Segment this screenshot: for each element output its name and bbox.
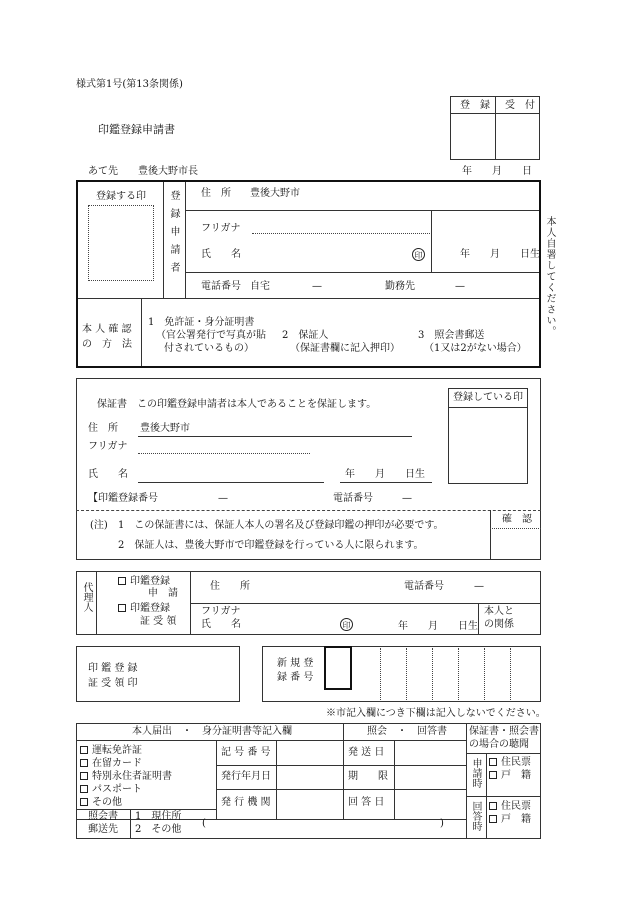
guarantor-phone-dash: —: [402, 493, 412, 504]
id-doc-passport[interactable]: [80, 785, 142, 795]
applicant-seal-icon: 印: [412, 248, 425, 261]
doc-field-issue-date: 発行年月日: [221, 771, 271, 782]
residence-card-label: 在留カード: [92, 758, 142, 769]
receipt-seal-label-2: 証 受 領 印: [88, 678, 138, 689]
identity-option-2[interactable]: 2 保証人: [282, 330, 329, 341]
guarantor-seal-number-label: 【印鑑登録番号: [88, 493, 158, 504]
mail-to-paren-close: ): [440, 818, 444, 829]
agent-apply-label-2: 申 請: [148, 588, 178, 599]
agent-furigana-label: フリガナ: [201, 606, 241, 617]
mail-to-current-address[interactable]: 1 現住所: [135, 811, 182, 822]
application-date: 年 月 日: [462, 166, 532, 177]
seal-to-register-area[interactable]: [88, 205, 154, 281]
hearing-answer-family-checkbox[interactable]: [489, 815, 497, 823]
id-doc-special-permanent[interactable]: [80, 772, 172, 782]
answer-time-label: 回答時: [470, 801, 481, 831]
special-permanent-checkbox[interactable]: [80, 772, 88, 780]
applicant-phone-home-label: 自宅: [250, 281, 270, 292]
form-title: 印鑑登録申請書: [98, 123, 175, 136]
inquiry-field-deadline: 期 限: [348, 771, 388, 782]
agent-receive-label: 印鑑登録: [130, 603, 170, 614]
doc-field-number: 記 号 番 号: [221, 747, 271, 758]
hearing-answer-family-label: 戸 籍: [501, 814, 531, 825]
hearing-header-2: の場合の聴聞: [469, 739, 529, 750]
receipt-seal-label-1: 印 鑑 登 録: [88, 663, 138, 674]
mail-to-label-2: 郵送先: [88, 824, 118, 835]
identity-option-2-note: （保証書欄に記入押印）: [290, 343, 400, 354]
inquiry-field-answered: 回 答 日: [348, 797, 385, 808]
hearing-answer-resident[interactable]: [489, 802, 531, 812]
agent-address-label: 住 所: [210, 581, 250, 592]
residence-card-checkbox[interactable]: [80, 759, 88, 767]
agent-receive-label-2: 証 受 領: [140, 616, 177, 627]
guarantor-furigana-label: フリガナ: [88, 441, 128, 452]
identity-method-label-2: の 方 法: [82, 339, 132, 350]
registered-seal-label: 登録している印: [453, 392, 523, 403]
other-checkbox[interactable]: [80, 798, 88, 806]
mail-to-other[interactable]: 2 その他: [135, 824, 182, 835]
guarantor-seal-number-dash: —: [218, 493, 228, 504]
doc-field-issuer: 発 行 機 関: [221, 797, 271, 808]
applicant-address-label: 住 所: [201, 188, 231, 199]
agent-apply-checkbox[interactable]: [118, 577, 126, 585]
apply-time-label: 申請時: [470, 758, 481, 788]
agent-relation-label-1: 本人と: [484, 606, 514, 617]
applicant-birth-date[interactable]: 年 月 日生: [460, 249, 540, 260]
guarantee-statement: 保証書 この印鑑登録申請者は本人であることを保証します。: [97, 399, 377, 410]
hearing-apply-family-checkbox[interactable]: [489, 771, 497, 779]
mail-to-label-1: 照会書: [88, 811, 118, 822]
office-use-note: ※市記入欄につき下欄は記入しないでください。: [326, 708, 546, 719]
guarantor-address-label: 住 所: [88, 423, 118, 434]
agent-relation-label-2: の関係: [484, 619, 514, 630]
form-number: 様式第1号(第13条関係): [76, 79, 183, 90]
id-doc-other[interactable]: [80, 798, 122, 808]
applicant-phone-home-dash: —: [312, 281, 322, 292]
hearing-header-1: 保証書・照会書: [469, 726, 539, 737]
id-doc-license[interactable]: [80, 746, 142, 756]
license-label: 運転免許証: [92, 745, 142, 756]
mail-to-paren-open: (: [202, 818, 206, 829]
self-sign-note: 本人自署してください。: [544, 216, 555, 337]
hearing-apply-resident-label: 住民票: [501, 757, 531, 768]
hearing-apply-family-label: 戸 籍: [501, 770, 531, 781]
seal-to-register-label: 登録する印: [96, 191, 146, 202]
other-label: その他: [92, 797, 122, 808]
inquiry-header: 照会 ・ 回答書: [367, 726, 447, 737]
identity-option-1[interactable]: 1 免許証・身分証明書: [148, 317, 255, 328]
inquiry-field-sent: 発 送 日: [348, 747, 385, 758]
agent-option-receive[interactable]: [118, 604, 170, 614]
passport-checkbox[interactable]: [80, 785, 88, 793]
agent-phone-label: 電話番号: [404, 581, 444, 592]
id-doc-residence-card[interactable]: [80, 759, 142, 769]
agent-birth-date[interactable]: 年 月 日生: [398, 621, 478, 632]
hearing-answer-resident-label: 住民票: [501, 801, 531, 812]
note-prefix: (注): [90, 520, 108, 531]
applicant-address[interactable]: 豊後大野市: [250, 188, 300, 199]
applicant-phone-work-dash: —: [455, 281, 465, 292]
identity-option-1-note-b: 付されているもの）: [164, 343, 254, 354]
identity-option-3-note: （1又は2がない場合）: [424, 343, 527, 354]
agent-receive-checkbox[interactable]: [118, 604, 126, 612]
applicant-name-field[interactable]: [252, 244, 402, 262]
reception-label-accept: 受 付: [505, 100, 535, 111]
applicant-side-label: 登録申請者: [168, 190, 179, 280]
reception-label-register: 登 録: [460, 100, 490, 111]
hearing-apply-family[interactable]: [489, 771, 531, 781]
id-docs-header: 本人届出 ・ 身分証明書等記入欄: [132, 726, 292, 737]
agent-name-label: 氏 名: [201, 619, 241, 630]
guarantor-address[interactable]: 豊後大野市: [140, 423, 190, 434]
identity-method-label-1: 本 人 確 認: [82, 324, 132, 335]
agent-phone-dash: —: [474, 581, 484, 592]
confirm-label: 確 認: [502, 514, 532, 525]
hearing-apply-resident[interactable]: [489, 758, 531, 768]
hearing-apply-resident-checkbox[interactable]: [489, 758, 497, 766]
guarantor-birth-date[interactable]: 年 月 日生: [345, 469, 425, 480]
receipt-seal-box[interactable]: [76, 646, 240, 702]
recipient: あて先 豊後大野市長: [88, 166, 198, 177]
agent-apply-label: 印鑑登録: [130, 576, 170, 587]
applicant-phone-label: 電話番号: [201, 281, 241, 292]
applicant-phone-work-label: 勤務先: [385, 281, 415, 292]
hearing-answer-resident-checkbox[interactable]: [489, 802, 497, 810]
applicant-name-label: 氏 名: [201, 249, 241, 260]
agent-side-label: 代理人: [81, 582, 92, 612]
guarantor-phone-label: 電話番号: [333, 493, 373, 504]
new-number-first-digit[interactable]: [324, 646, 352, 690]
new-number-label-1: 新 規 登: [277, 658, 314, 669]
special-permanent-label: 特別永住者証明書: [92, 771, 172, 782]
guarantor-name-label: 氏 名: [88, 469, 128, 480]
identity-option-1-note-a: （官公署発行で写真が貼: [156, 330, 266, 341]
passport-label: パスポート: [92, 784, 142, 795]
hearing-answer-family[interactable]: [489, 815, 531, 825]
agent-seal-icon: 印: [340, 618, 353, 631]
agent-option-apply[interactable]: [118, 577, 170, 587]
identity-option-3[interactable]: 3 照会書郵送: [418, 330, 485, 341]
license-checkbox[interactable]: [80, 746, 88, 754]
applicant-furigana-label: フリガナ: [201, 223, 241, 234]
new-number-label-2: 録 番 号: [277, 672, 314, 683]
note-2: 2 保証人は、豊後大野市で印鑑登録を行っている人に限られます。: [118, 540, 424, 551]
note-1: 1 この保証書には、保証人本人の署名及び登録印鑑の押印が必要です。: [118, 520, 444, 531]
